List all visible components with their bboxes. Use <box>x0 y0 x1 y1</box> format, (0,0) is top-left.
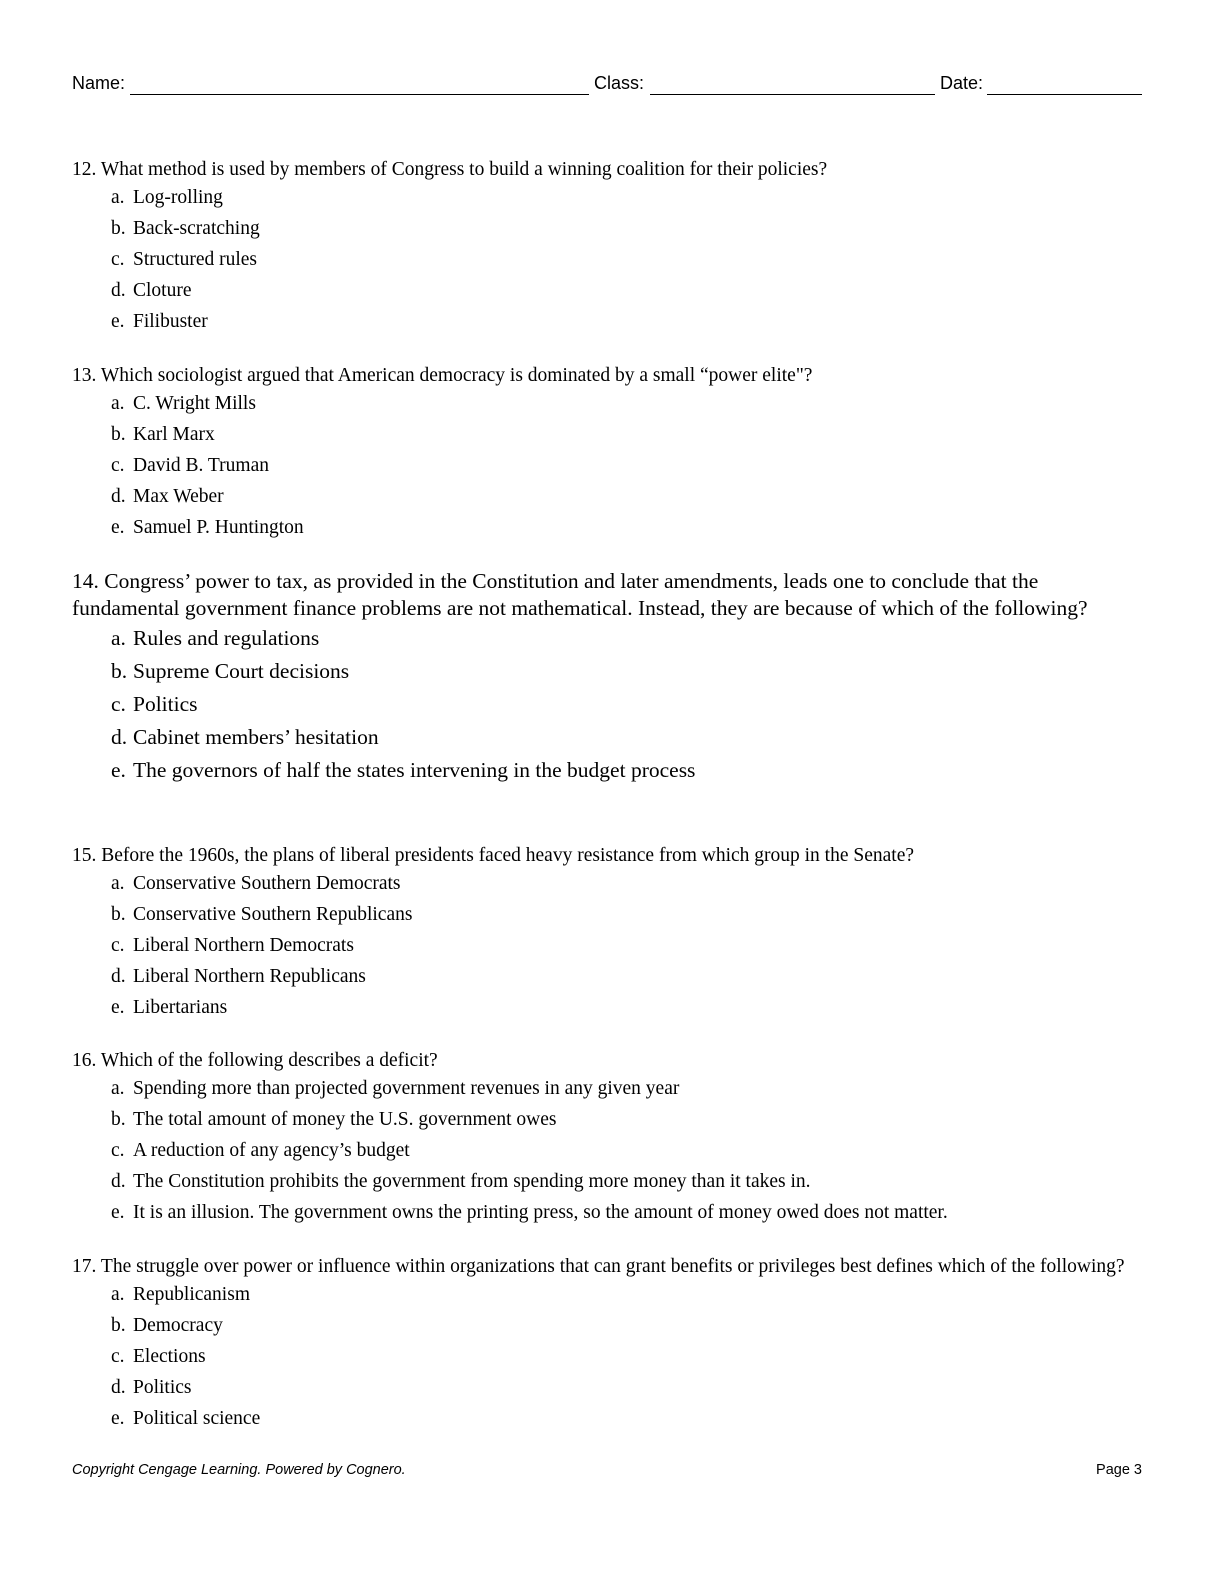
question-13 <box>72 364 1147 547</box>
date-label: Date: <box>940 73 984 93</box>
page-number: Page 3 <box>1096 1462 1142 1478</box>
choice-list <box>72 872 1147 1027</box>
choice-letter: e. <box>111 517 125 538</box>
choice-letter: a. <box>111 1078 125 1099</box>
question-stem <box>72 568 1147 622</box>
choice-d[interactable] <box>111 724 1147 757</box>
student-info-header <box>72 72 1142 98</box>
choice-letter: b. <box>111 1109 126 1130</box>
question-14 <box>72 568 1147 790</box>
choice-text: Spending more than projected government revenues in any given year <box>133 1078 680 1099</box>
choice-text: Supreme Court decisions <box>133 659 350 683</box>
choice-text: Conservative Southern Democrats <box>133 873 401 894</box>
choice-text: The Constitution prohibits the government from spending more money than it takes in. <box>133 1171 811 1192</box>
choice-letter: a. <box>111 626 126 650</box>
choice-c[interactable] <box>111 1345 1147 1376</box>
choice-letter: d. <box>111 1171 126 1192</box>
choice-text: Log-rolling <box>133 187 223 208</box>
choice-e[interactable] <box>111 516 1147 547</box>
choice-letter: d. <box>111 725 128 749</box>
choice-list <box>72 1077 1147 1232</box>
question-text: Congress’ power to tax, as provided in the Constitution and later amendments, leads one to conclude that the fundamental government finance problems are not mathematical. Instead, they are because of which of the following? <box>72 569 1088 620</box>
choice-letter: b. <box>111 904 126 925</box>
choice-e[interactable] <box>111 757 1147 790</box>
choice-letter: e. <box>111 1408 125 1429</box>
question-text: Before the 1960s, the plans of liberal presidents faced heavy resistance from which group in the Senate? <box>101 845 915 866</box>
choice-text: It is an illusion. The government owns the printing press, so the amount of money owed does not matter. <box>133 1202 948 1223</box>
choice-list <box>72 625 1147 790</box>
question-number: 13. <box>72 365 97 386</box>
choice-text: Democracy <box>133 1315 223 1336</box>
question-text: Which of the following describes a deficit? <box>100 1050 438 1071</box>
choice-list <box>72 392 1147 547</box>
choice-text: Max Weber <box>133 486 224 507</box>
choice-text: Filibuster <box>133 311 208 332</box>
question-12 <box>72 158 1147 341</box>
choice-letter: d. <box>111 966 126 987</box>
choice-text: David B. Truman <box>133 455 269 476</box>
choice-letter: e. <box>111 1202 125 1223</box>
question-text: The struggle over power or influence within organizations that can grant benefits or privileges best defines which of the following? <box>100 1256 1125 1277</box>
choice-letter: c. <box>111 1140 125 1161</box>
choice-e[interactable] <box>111 1407 1147 1438</box>
choice-b[interactable] <box>111 658 1147 691</box>
question-stem <box>72 364 1147 388</box>
choice-letter: a. <box>111 1284 125 1305</box>
choice-c[interactable] <box>111 248 1147 279</box>
choice-letter: a. <box>111 873 125 894</box>
choice-text: Karl Marx <box>133 424 215 445</box>
choice-e[interactable] <box>111 996 1147 1027</box>
choice-d[interactable] <box>111 1170 1147 1201</box>
question-number: 16. <box>72 1050 97 1071</box>
choice-letter: c. <box>111 1346 125 1367</box>
choice-text: C. Wright Mills <box>133 393 256 414</box>
choice-text: Elections <box>133 1346 206 1367</box>
choice-d[interactable] <box>111 485 1147 516</box>
choice-letter: a. <box>111 393 125 414</box>
question-17 <box>72 1255 1147 1438</box>
choice-letter: c. <box>111 935 125 956</box>
choice-d[interactable] <box>111 279 1147 310</box>
question-number: 14. <box>72 569 99 593</box>
class-line <box>650 94 935 95</box>
choice-text: Cloture <box>133 280 192 301</box>
question-stem <box>72 158 1147 182</box>
choice-letter: d. <box>111 280 126 301</box>
choice-text: The governors of half the states intervening in the budget process <box>133 758 696 782</box>
choice-b[interactable] <box>111 423 1147 454</box>
choice-text: Samuel P. Huntington <box>133 517 304 538</box>
choice-letter: c. <box>111 692 126 716</box>
choice-c[interactable] <box>111 1139 1147 1170</box>
choice-letter: b. <box>111 218 126 239</box>
choice-a[interactable] <box>111 1077 1147 1108</box>
choice-letter: c. <box>111 249 125 270</box>
choice-a[interactable] <box>111 625 1147 658</box>
choice-letter: b. <box>111 1315 126 1336</box>
copyright-notice: Copyright Cengage Learning. Powered by Cognero. <box>72 1462 406 1478</box>
choice-letter: b. <box>111 424 126 445</box>
choice-letter: d. <box>111 486 126 507</box>
choice-d[interactable] <box>111 965 1147 996</box>
choice-b[interactable] <box>111 1108 1147 1139</box>
question-number: 12. <box>72 159 97 180</box>
question-stem <box>72 1255 1147 1279</box>
choice-text: Liberal Northern Democrats <box>133 935 354 956</box>
choice-b[interactable] <box>111 1314 1147 1345</box>
choice-letter: c. <box>111 455 125 476</box>
choice-b[interactable] <box>111 903 1147 934</box>
choice-a[interactable] <box>111 1283 1147 1314</box>
choice-text: Republicanism <box>133 1284 250 1305</box>
choice-letter: e. <box>111 997 125 1018</box>
name-line <box>130 94 589 95</box>
choice-text: Liberal Northern Republicans <box>133 966 366 987</box>
choice-letter: d. <box>111 1377 126 1398</box>
choice-text: Politics <box>133 1377 192 1398</box>
choice-letter: e. <box>111 311 125 332</box>
choice-d[interactable] <box>111 1376 1147 1407</box>
choice-b[interactable] <box>111 217 1147 248</box>
choice-text: Rules and regulations <box>133 626 320 650</box>
choice-text: Back-scratching <box>133 218 260 239</box>
class-label: Class: <box>594 73 645 93</box>
choice-letter: a. <box>111 187 125 208</box>
choice-text: The total amount of money the U.S. government owes <box>133 1109 557 1130</box>
choice-text: A reduction of any agency’s budget <box>133 1140 410 1161</box>
question-stem <box>72 844 1147 868</box>
choice-letter: e. <box>111 758 126 782</box>
question-15 <box>72 844 1147 1027</box>
choice-c[interactable] <box>111 934 1147 965</box>
choice-text: Structured rules <box>133 249 258 270</box>
choice-text: Cabinet members’ hesitation <box>133 725 379 749</box>
choice-c[interactable] <box>111 691 1147 724</box>
choice-a[interactable] <box>111 392 1147 423</box>
choice-text: Conservative Southern Republicans <box>133 904 413 925</box>
question-stem <box>72 1049 1147 1073</box>
question-text: Which sociologist argued that American democracy is dominated by a small “power elite"? <box>100 365 813 386</box>
choice-c[interactable] <box>111 454 1147 485</box>
name-label: Name: <box>72 73 126 93</box>
choice-e[interactable] <box>111 310 1147 341</box>
choice-text: Political science <box>133 1408 261 1429</box>
question-number: 17. <box>72 1256 97 1277</box>
choice-list <box>72 186 1147 341</box>
choice-a[interactable] <box>111 186 1147 217</box>
choice-list <box>72 1283 1147 1438</box>
question-number: 15. <box>72 845 97 866</box>
choice-text: Politics <box>133 692 198 716</box>
choice-e[interactable] <box>111 1201 1147 1232</box>
date-line <box>987 94 1142 95</box>
question-16 <box>72 1049 1147 1232</box>
question-text: What method is used by members of Congress to build a winning coalition for their policies? <box>100 159 828 180</box>
choice-text: Libertarians <box>133 997 228 1018</box>
choice-a[interactable] <box>111 872 1147 903</box>
choice-letter: b. <box>111 659 128 683</box>
